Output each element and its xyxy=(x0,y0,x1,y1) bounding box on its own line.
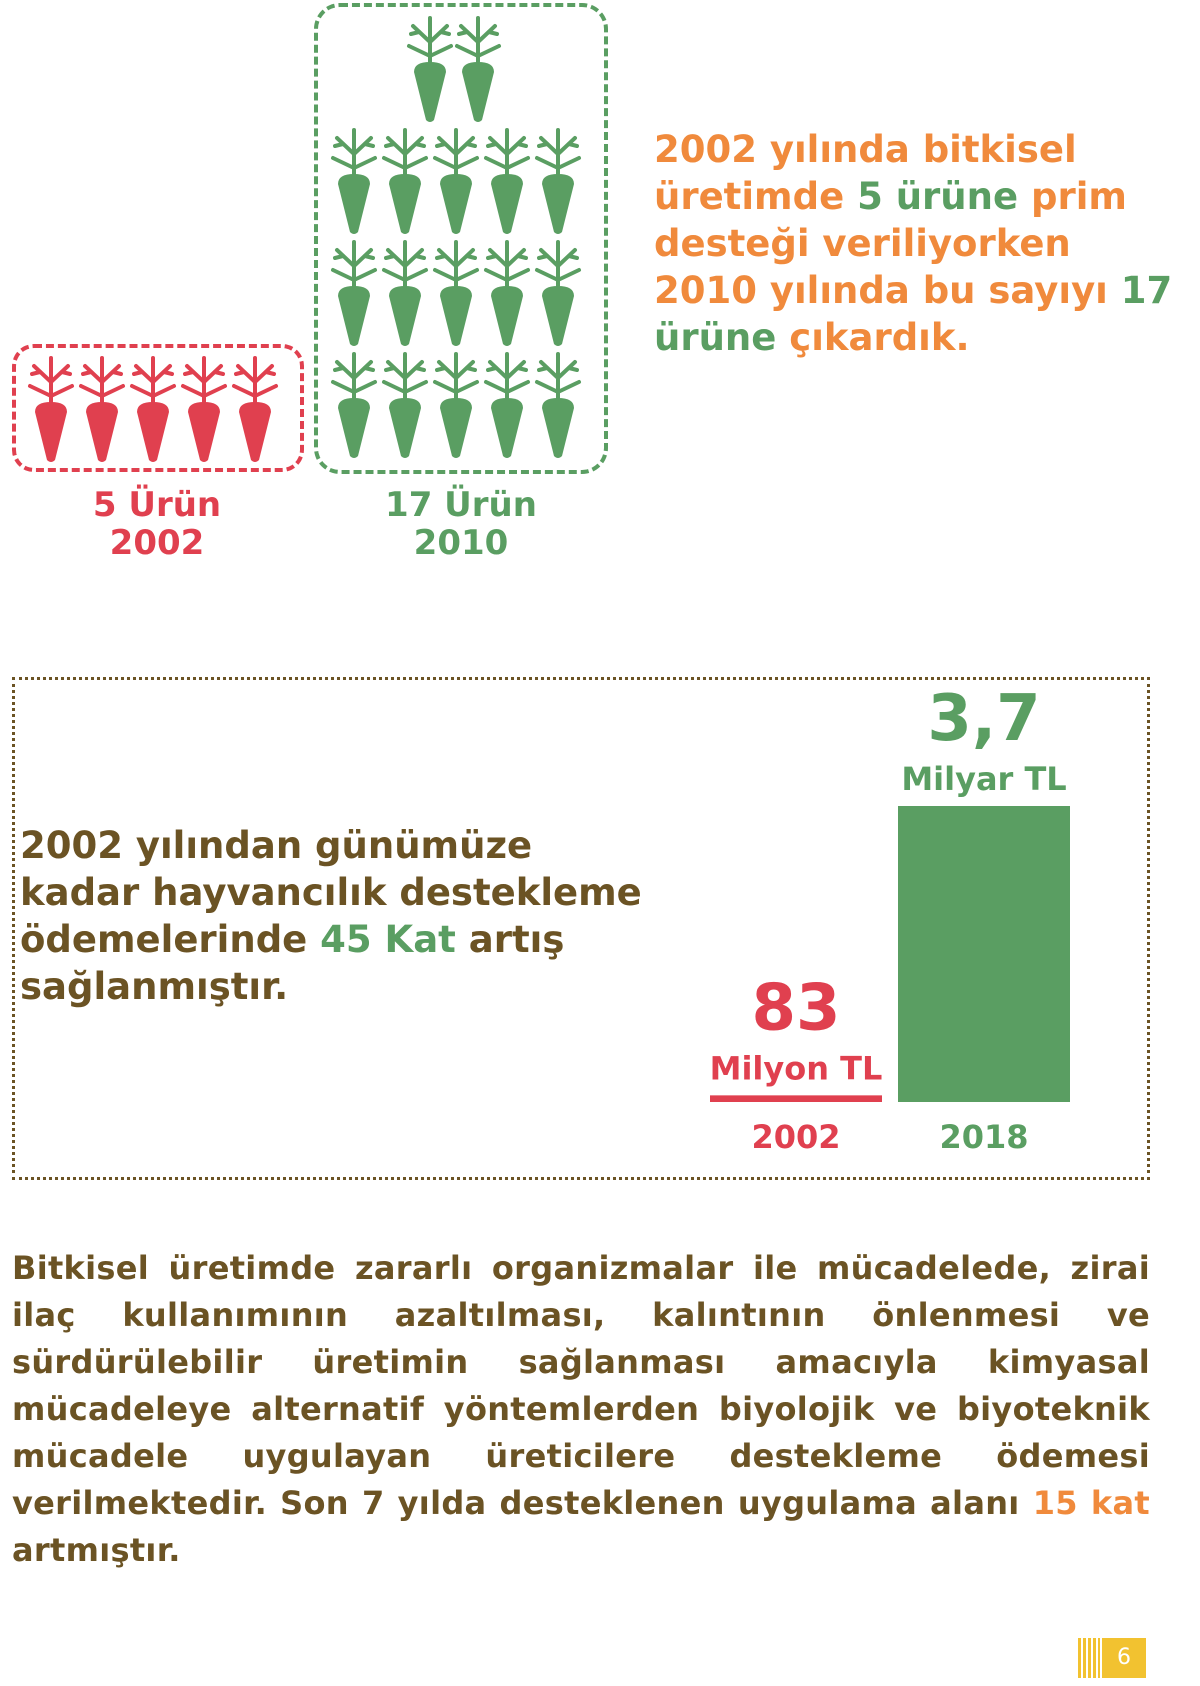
carrot-icon xyxy=(73,352,131,464)
carrot-icon xyxy=(325,124,383,236)
group-2002-year: 2002 xyxy=(109,523,205,563)
carrot-icon xyxy=(478,124,536,236)
body-part2: artmıştır. xyxy=(12,1531,181,1569)
page-number-tab xyxy=(1078,1638,1146,1678)
carrot-icon xyxy=(376,348,434,460)
body-highlight: 15 kat xyxy=(1032,1484,1150,1522)
bar-2002 xyxy=(710,1095,882,1102)
carrot-icon xyxy=(22,352,80,464)
livestock-bar-chart xyxy=(700,690,1140,1170)
intro-highlight-5: 5 ürüne xyxy=(857,175,1019,218)
group-2010-label xyxy=(366,486,556,562)
group-2010-year: 2010 xyxy=(413,523,509,563)
carrot-icon xyxy=(427,124,485,236)
bar-2018 xyxy=(898,806,1070,1102)
livestock-part1: 2002 yılından günümüze kadar hayvancılık destekleme ödemelerinde xyxy=(20,824,642,961)
intro-part3: çıkardık. xyxy=(776,316,970,359)
intro-part2: prim desteği veriliyorken 2010 yılında bu sayıyı xyxy=(654,175,1127,312)
bar-value-label: 3,7 xyxy=(927,690,1041,756)
group-2002-label xyxy=(62,486,252,562)
intro-part1: 2002 yılında bitkisel üretimde xyxy=(654,128,1077,218)
carrot-icon xyxy=(529,124,587,236)
group-2010-count: 17 Ürün xyxy=(385,485,537,525)
carrot-icon xyxy=(529,348,587,460)
carrot-icon xyxy=(449,12,507,124)
page-number: 6 xyxy=(1102,1638,1146,1678)
group-2002-count: 5 Ürün xyxy=(92,485,222,525)
intro-highlight-17: 17 ürüne xyxy=(654,269,1173,359)
carrot-icon xyxy=(325,348,383,460)
livestock-part2: artış sağlanmıştır. xyxy=(20,918,565,1008)
livestock-highlight: 45 Kat xyxy=(320,918,456,961)
carrot-icon xyxy=(427,348,485,460)
carrot-icon xyxy=(376,236,434,348)
intro-text xyxy=(654,126,1174,361)
carrot-icon xyxy=(226,352,284,464)
page-tab-stripes xyxy=(1078,1638,1100,1678)
carrot-icon xyxy=(478,348,536,460)
carrot-icon xyxy=(529,236,587,348)
bar-unit-label: Milyon TL xyxy=(709,1049,883,1088)
carrot-icon xyxy=(325,236,383,348)
carrot-icon xyxy=(376,124,434,236)
carrot-icon xyxy=(124,352,182,464)
bar-unit-label: Milyar TL xyxy=(901,760,1067,798)
x-tick-label: 2002 xyxy=(751,1118,841,1156)
bar-value-label: 83 xyxy=(751,971,841,1046)
body-part1: Bitkisel üretimde zararlı organizmalar ile mücadelede, zirai ilaç kullanımının azaltılması, kalıntının önlenmesi ve sürdürülebilir üretimin sağlanması amacıyla kimyasal mücadeleye alternatif yöntemlerden biyolojik ve biyoteknik mücadele uygulayan üreticilere destekleme ödemesi verilmektedir. Son 7 yılda desteklenen uygulama alanı xyxy=(12,1249,1150,1522)
x-tick-label: 2018 xyxy=(939,1118,1029,1156)
carrot-icon xyxy=(427,236,485,348)
livestock-text xyxy=(20,822,660,1010)
carrot-icon xyxy=(478,236,536,348)
body-text xyxy=(12,1245,1150,1574)
carrot-icon xyxy=(175,352,233,464)
